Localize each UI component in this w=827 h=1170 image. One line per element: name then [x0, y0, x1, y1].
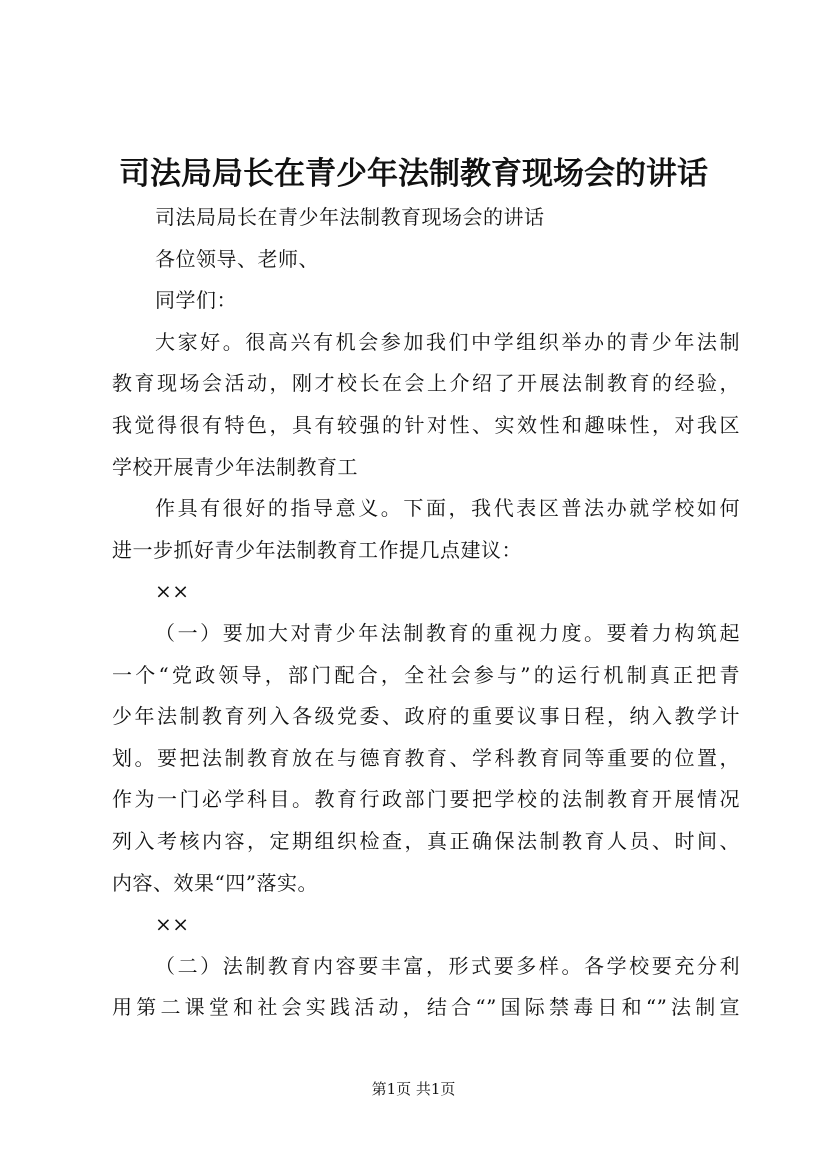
text-line: （一）要加大对青少年法制教育的重视力度。要着力构筑起 — [155, 620, 740, 645]
text-line: 划。要把法制教育放在与德育教育、学科教育同等重要的位置， — [112, 745, 740, 770]
text-line: 少年法制教育列入各级党委、政府的重要议事日程，纳入教学计 — [112, 704, 740, 729]
text-line: 各位领导、老师、 — [155, 246, 319, 271]
text-line: 内容、效果“四”落实。 — [112, 870, 318, 895]
text-line: 进一步抓好青少年法制教育工作提几点建议： — [112, 537, 522, 562]
text-line: 作具有很好的指导意义。下面，我代表区普法办就学校如何 — [155, 496, 740, 521]
text-line: 司法局局长在青少年法制教育现场会的讲话 — [155, 205, 545, 229]
text-line: 一个“党政领导，部门配合，全社会参与”的运行机制真正把青 — [112, 662, 740, 687]
document-title: 司法局局长在青少年法制教育现场会的讲话 — [119, 156, 708, 192]
text-line: 教育现场会活动，刚才校长在会上介绍了开展法制教育的经验， — [112, 371, 740, 396]
text-line: 学校开展青少年法制教育工 — [112, 454, 358, 479]
text-line: ×× — [155, 912, 190, 937]
text-line: （二）法制教育内容要丰富，形式要多样。各学校要充分利 — [155, 953, 740, 978]
text-line: 用第二课堂和社会实践活动，结合“”国际禁毒日和“”法制宣 — [112, 995, 740, 1020]
page-footer: 第1页 共1页 — [371, 1080, 456, 1098]
text-line: 列入考核内容，定期组织检查，真正确保法制教育人员、时间、 — [112, 828, 740, 853]
text-line: 大家好。很高兴有机会参加我们中学组织举办的青少年法制 — [155, 329, 740, 354]
text-line: 同学们： — [155, 288, 237, 313]
text-line: 我觉得很有特色，具有较强的针对性、实效性和趣味性，对我区 — [112, 412, 740, 437]
document-body — [112, 197, 740, 1029]
text-line: ×× — [155, 579, 190, 604]
text-line: 作为一门必学科目。教育行政部门要把学校的法制教育开展情况 — [112, 787, 740, 812]
